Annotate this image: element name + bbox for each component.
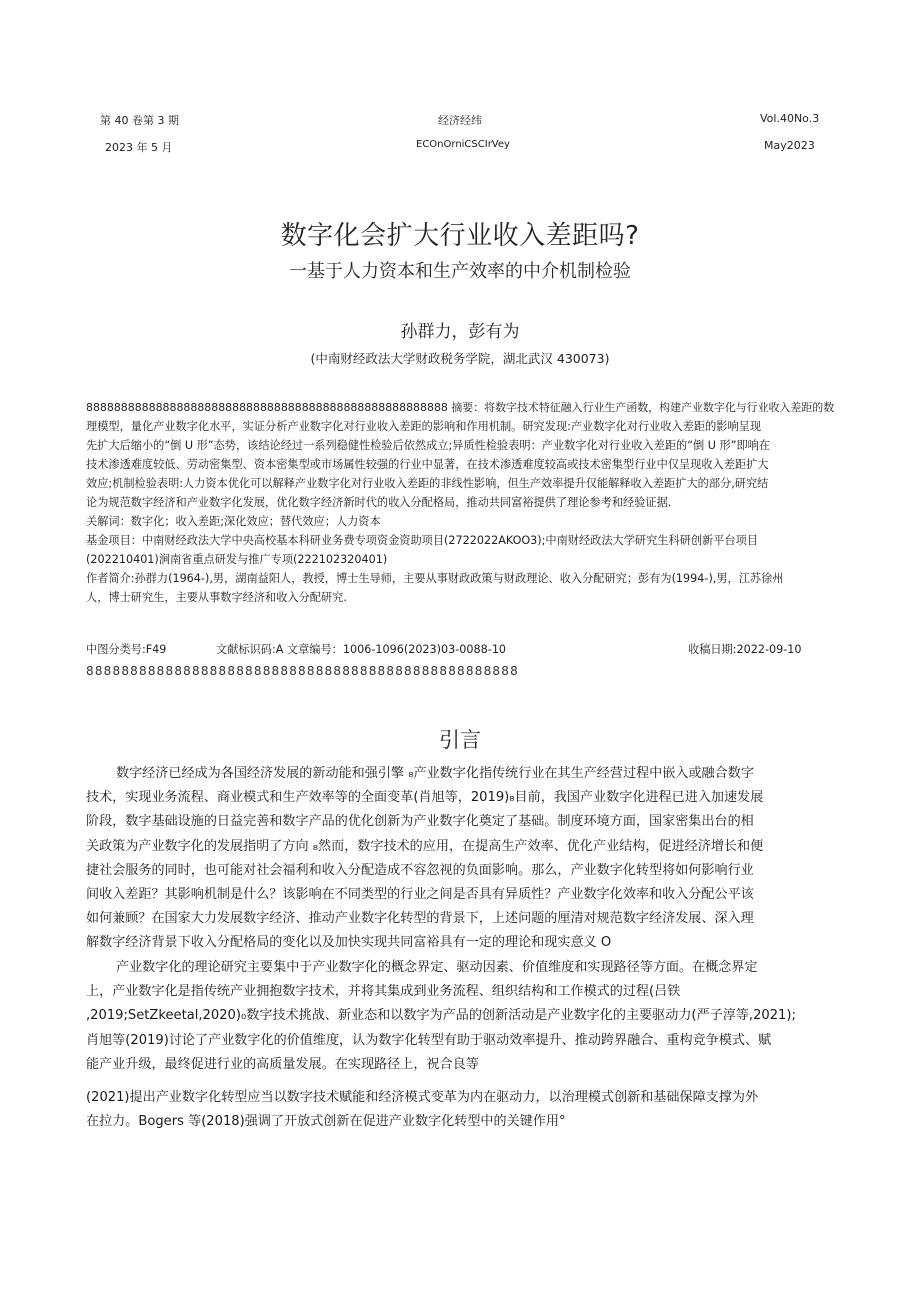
abstract-line: 8888888888888888888888888888888888888888888888888888 摘要：将数字技术特征融入行业生产函数，构建产业数字化与行业收入差距的数: [86, 401, 835, 414]
fund-line: 基金项目：中南财经政法大学中央高校基本科研业务费专项资金资助项目(2722022AKOO3);中南财经政法大学研究生科研创新平台项目: [86, 534, 758, 547]
abstract-line: 效应;机制检验表明:人力资本优化可以解释产业数字化对行业收入差距的非线性影响，但生产效率提升仅能解释收入差距扩大的部分,研究结: [86, 477, 769, 490]
received-date: 收稿日期:2022-09-10: [688, 643, 802, 656]
abstract-line: 先扩大后缩小的“倒 U 形”态势，该结论经过一系列稳健性检验后依然成立;异质性检验表明：产业数字化对行业收入差距的“倒 U 形”即响在: [86, 439, 771, 452]
paragraph-2: [86, 956, 838, 1077]
abstract: [86, 398, 838, 607]
body-line: 技术，实现业务流程、商业模式和生产效率等的全面变革(肖旭等，2019)₈目前，我国产业数字化进程已进入加速发展: [86, 790, 764, 806]
date-cn: 2023 年 5 月: [105, 141, 173, 154]
author-bio-line: 人，博士研究生，主要从事数字经济和收入分配研究.: [86, 591, 347, 604]
body-line: ,2019;SetZkeetal,2020)₀数字技术挑战、新业态和以数字为产品的创新活动是产业数字化的主要驱动力(严子淳等,2021);: [86, 1008, 796, 1024]
journal-name-cn: 经济经纬: [438, 114, 482, 127]
date-en: May2023: [764, 139, 815, 152]
paragraph-3: [86, 1086, 838, 1134]
author-bio-line: 作者简介:孙群力(1964-),男，湖南益阳人，教授，博士生导师，主要从事财政政策与财政理论、收入分配研究；彭有为(1994-),男，江苏徐州: [86, 572, 784, 585]
keywords: 关解词：数字化；收入差距;深化效应；替代效应；人力资本: [86, 515, 381, 528]
author-names: 孙群力，彭有为: [400, 322, 520, 342]
document-code: 文献标识码:A 文章编号：1006-1096(2023)03-0088-10: [216, 643, 507, 656]
body-line: 捷社会服务的同时，也可能对社会福利和收入分配造成不容忽视的负面影响。那么，产业数字化转型将如何影响行业: [86, 862, 754, 878]
journal-name-en: ECOnOrniCSCIrVey: [416, 139, 510, 150]
separator-line: 8888888888888888888888888888888888888888888888888: [86, 664, 519, 678]
affiliation: (中南财经政法大学财政税务学院，湖北武汉 430073): [310, 351, 610, 366]
body-line: 能产业升级，最终促进行业的高质量发展。在实现路径上，祝合良等: [86, 1056, 479, 1072]
body-line: 上，产业数字化是指传统产业拥抱数字技术，并将其集成到业务流程、组织结构和工作模式的过程(吕铁: [86, 984, 681, 1000]
body-line: 产业数字化的理论研究主要集中于产业数字化的概念界定、驱动因素、价值维度和实现路径等方面。在概念界定: [116, 960, 758, 975]
body-line: 肖旭等(2019)讨论了产业数字化的价值维度，认为数字化转型有助于驱动效率提升、推动跨界融合、重构竞争模式、赋: [86, 1032, 772, 1048]
abstract-line: 论为规范数字经济和产业数字化发展，优化数字经济新时代的收入分配格局，推动共同富裕提供了理论参考和经验证据.: [86, 496, 672, 509]
body-line: (2021)提出产业数字化转型应当以数字技术赋能和经济模式变革为内在驱动力，以治理模式创新和基础保障支撑为外: [86, 1090, 759, 1105]
section-title: 引言: [439, 728, 481, 752]
body-line: 数字经济已经成为各国经济发展的新动能和强引擎 ₈产业数字化指传统行业在其生产经营过程中嵌入或融合数字: [116, 766, 754, 781]
article-title: 数字化会扩大行业收入差距吗?: [280, 221, 640, 251]
clc-number: 中图分类号:F49: [86, 643, 167, 656]
body-line: 阶段，数字基础设施的日益完善和数字产品的优化创新为产业数字化奠定了基础。制度环境方面，国家密集出台的相: [86, 814, 754, 830]
body-line: 间收入差距？其影响机制是什么？该影响在不同类型的行业之间是否具有异质性？产业数字化效率和收入分配公平该: [86, 887, 754, 903]
abstract-line: 理模型，量化产业数字化水平，实证分析产业数字化对行业收入差距的影响和作用机制。研究发现:产业数字化对行业收入差距的影响呈现: [86, 420, 762, 433]
body-line: 在拉力。Bogers 等(2018)强调了开放式创新在促进产业数字化转型中的关键作用°: [86, 1114, 566, 1130]
volume-issue-cn: 第 40 卷第 3 期: [100, 114, 179, 127]
volume-issue-en: Vol.40No.3: [760, 112, 820, 125]
body-line: 解数字经济背景下收入分配格局的变化以及加快实现共同富裕具有一定的理论和现实意义 O: [86, 935, 612, 951]
body-line: 关政策为产业数字化的发展指明了方向 ₈然而，数字技术的应用，在提高生产效率、优化产业结构，促进经济增长和便: [86, 838, 764, 854]
body-line: 如何兼顾？在国家大力发展数字经济、推动产业数字化转型的背景下，上述问题的厘清对规范数字经济发展、深入理: [86, 911, 754, 927]
fund-line: (202210401)涧南省重点研发与推广专项(222102320401): [86, 553, 388, 566]
paragraph-1: [86, 762, 838, 956]
abstract-line: 技术渗透难度较低、劳动密集型、资本密集型或市场属性较强的行业中显著，在技术渗透难度较高或技术密集型行业中仅呈现收入差距扩大: [86, 458, 769, 471]
article-subtitle: 一基于人力资本和生产效率的中介机制检验: [289, 261, 631, 282]
